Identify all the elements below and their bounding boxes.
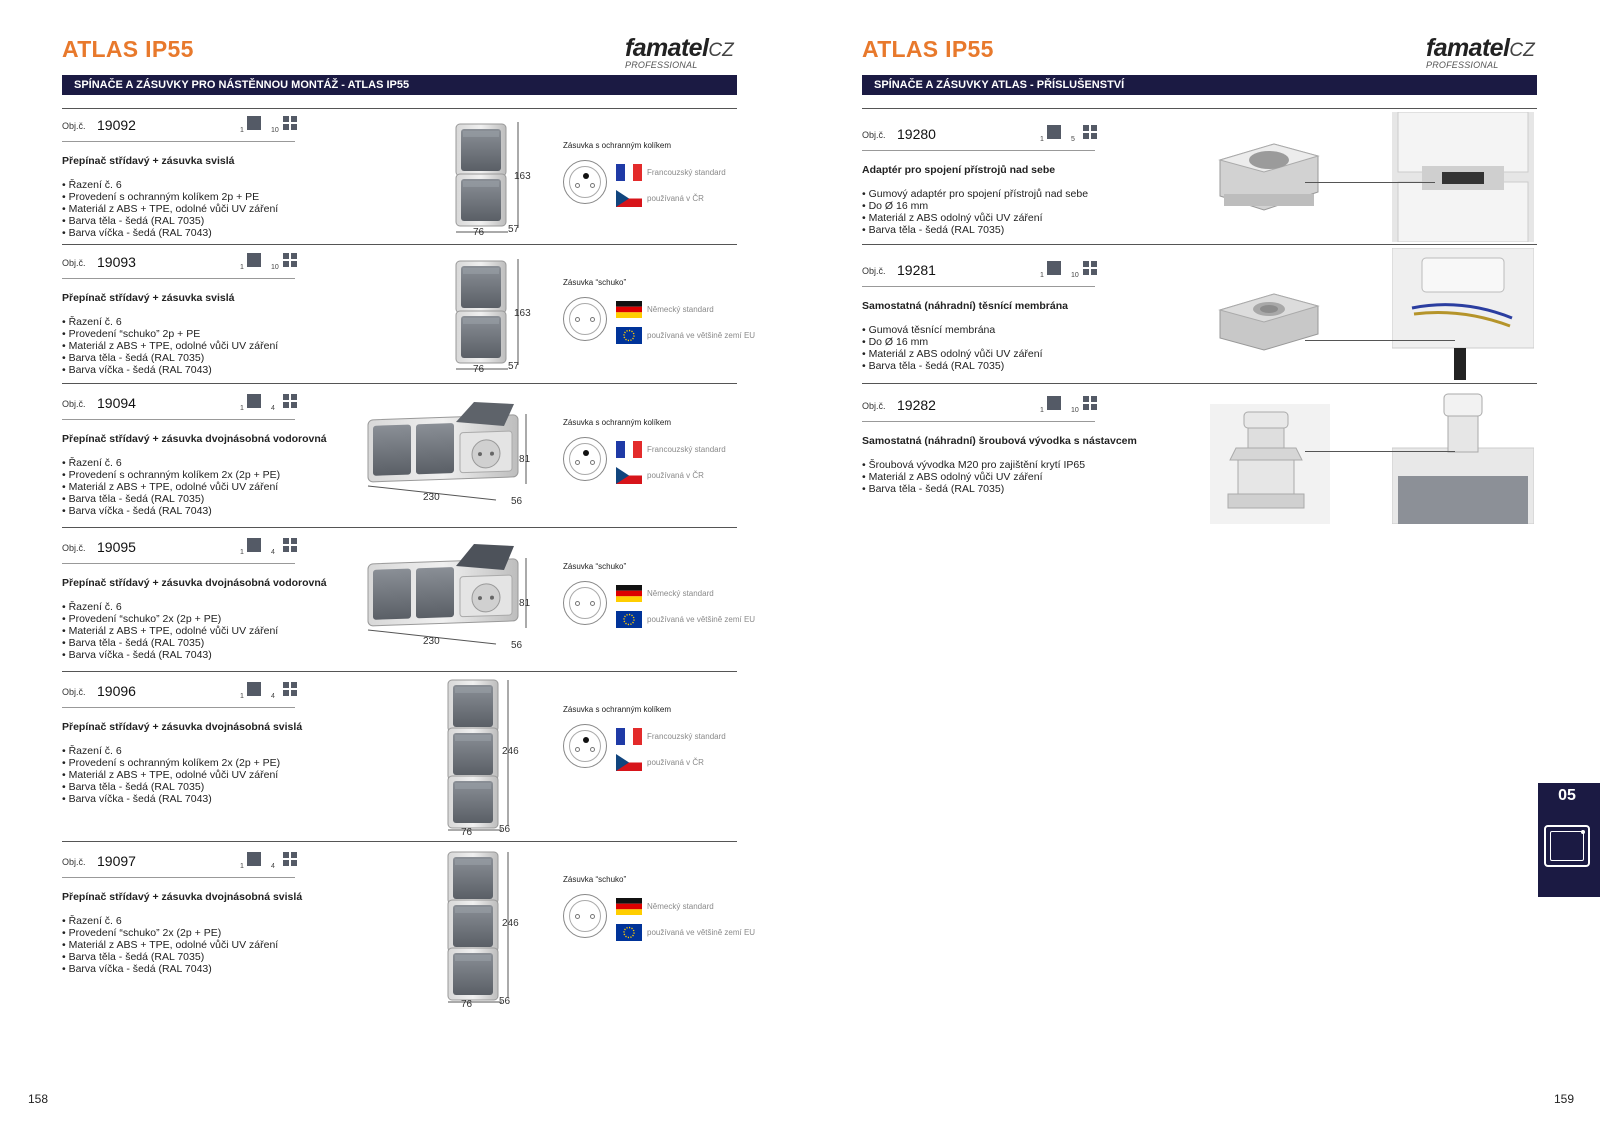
feature: • Materiál z ABS + TPE, odolné vůči UV záření [62,481,280,493]
obj-label: Obj.č. [62,399,86,409]
divider [862,108,1537,109]
feature-list [862,324,1043,372]
socket-standard: Zásuvka “schuko” Německý standard používaná ve většině zemí EU [563,562,763,657]
divider [62,841,737,842]
product-code: 19092 [97,117,136,133]
feature-list [62,457,280,517]
feature: • Řazení č. 6 [62,457,280,469]
feature: • Materiál z ABS odolný vůči UV záření [862,348,1043,360]
single-pack-icon [247,253,261,267]
leader-line [1305,340,1455,341]
dimension-height: 163 [514,308,531,319]
divider [62,563,295,564]
product-title: Adaptér pro spojení přístrojů nad sebe [862,164,1056,176]
dimension-depth: 56 [499,824,511,835]
feature: • Barva víčka - šedá (RAL 7043) [62,649,278,661]
dimension-width: 76 [461,827,473,838]
page-number: 158 [28,1092,49,1106]
right-page [800,0,1600,1131]
divider [62,527,737,528]
flag-germany-icon [616,301,642,318]
brand-logo: famatelCZ PROFESSIONAL [625,34,734,70]
obj-label: Obj.č. [62,258,86,268]
feature-list [862,188,1088,236]
dimension-height: 246 [502,918,519,929]
dimension-depth: 57 [508,224,520,235]
feature: • Barva těla - šedá (RAL 7035) [862,360,1043,372]
feature: • Barva víčka - šedá (RAL 7043) [62,227,278,239]
feature: • Provedení “schuko” 2x (2p + PE) [62,613,278,625]
obj-label: Obj.č. [62,121,86,131]
single-pack-icon [247,682,261,696]
product-code: 19095 [97,539,136,555]
dimension-depth: 56 [511,640,523,651]
multi-pack-icon [283,538,298,553]
feature: • Barva těla - šedá (RAL 7035) [62,493,280,505]
product-photo [1392,112,1534,242]
feature: • Barva víčka - šedá (RAL 7043) [62,963,278,975]
feature: • Barva víčka - šedá (RAL 7043) [62,793,280,805]
socket-icon [563,437,607,481]
dimension-height: 81 [519,598,531,609]
flag-france-icon [616,164,642,181]
feature-list [862,459,1085,495]
dimension-width: 230 [423,636,440,647]
feature: • Provedení “schuko” 2x (2p + PE) [62,927,278,939]
dimension-depth: 56 [511,496,523,507]
packaging-info: 1 5 [1040,125,1110,147]
product-title: Přepínač střídavý + zásuvka svislá [62,292,235,304]
product-code: 19094 [97,395,136,411]
feature: • Barva víčka - šedá (RAL 7043) [62,364,278,376]
socket-label: Zásuvka s ochranným kolíkem [563,141,672,150]
product-code: 19281 [897,262,936,278]
brand-logo: famatelCZ PROFESSIONAL [1426,34,1535,70]
socket-icon [563,581,607,625]
obj-label: Obj.č. [62,543,86,553]
product-code: 19096 [97,683,136,699]
flag-eu-icon [616,611,642,628]
feature: • Materiál z ABS odolný vůči UV záření [862,471,1085,483]
divider [62,877,295,878]
socket-label: Zásuvka “schuko” [563,875,627,884]
packaging-info: 1 4 [240,682,310,704]
packaging-info: 1 4 [240,538,310,560]
dimension-height: 163 [514,171,531,182]
dimension-depth: 57 [508,361,520,372]
feature: • Materiál z ABS + TPE, odolné vůči UV záření [62,939,278,951]
multi-pack-icon [1083,261,1098,276]
multi-pack-icon [283,394,298,409]
flag-czech-icon [616,754,642,771]
divider [62,671,737,672]
packaging-info: 1 10 [240,253,310,275]
page-title: ATLAS IP55 [62,36,194,62]
section-bar: SPÍNAČE A ZÁSUVKY ATLAS - PŘÍSLUŠENSTVÍ [862,75,1537,95]
socket-standard: Zásuvka s ochranným kolíkem Francouzský standard používaná v ČR [563,705,763,800]
product-title: Přepínač střídavý + zásuvka dvojnásobná vodorovná [62,577,327,589]
single-pack-icon [1047,396,1061,410]
divider [862,286,1095,287]
product-photo [1392,388,1534,524]
feature-list [62,601,278,661]
feature: • Barva těla - šedá (RAL 7035) [62,215,278,227]
packaging-info: 1 10 [1040,396,1110,418]
feature: • Řazení č. 6 [62,745,280,757]
socket-standard: Zásuvka “schuko” Německý standard používaná ve většině zemí EU [563,875,763,970]
product-code: 19097 [97,853,136,869]
product-image [1214,130,1324,225]
dimension-width: 76 [473,364,485,375]
chapter-tab[interactable] [1538,783,1600,897]
product-image [1210,404,1330,524]
feature: • Gumová těsnící membrána [862,324,1043,336]
flag-eu-icon [616,327,642,344]
obj-label: Obj.č. [862,130,886,140]
socket-icon [563,160,607,204]
divider [62,383,737,384]
feature-list [62,915,278,975]
section-bar: SPÍNAČE A ZÁSUVKY PRO NÁSTĚNNOU MONTÁŽ - ATLAS IP55 [62,75,737,95]
socket-label: Zásuvka “schuko” [563,278,627,287]
product-photo [1392,248,1534,380]
feature: • Provedení “schuko” 2p + PE [62,328,278,340]
product-title: Samostatná (náhradní) šroubová vývodka s nástavcem [862,435,1137,447]
single-pack-icon [1047,125,1061,139]
feature: • Provedení s ochranným kolíkem 2x (2p + PE) [62,469,280,481]
product-image [364,544,534,654]
socket-standard: Zásuvka s ochranným kolíkem Francouzský standard používaná v ČR [563,141,763,236]
divider [862,244,1537,245]
feature: • Materiál z ABS + TPE, odolné vůči UV záření [62,203,278,215]
dimension-width: 230 [423,492,440,503]
socket-standard: Zásuvka s ochranným kolíkem Francouzský standard používaná v ČR [563,418,763,513]
dimension-width: 76 [461,999,473,1010]
feature: • Barva těla - šedá (RAL 7035) [862,224,1088,236]
socket-label: Zásuvka s ochranným kolíkem [563,705,672,714]
single-pack-icon [1047,261,1061,275]
socket-icon [1544,825,1590,867]
dimension-depth: 56 [499,996,511,1007]
socket-label: Zásuvka s ochranným kolíkem [563,418,672,427]
flag-eu-icon [616,924,642,941]
obj-label: Obj.č. [62,857,86,867]
divider [62,108,737,109]
dimension-width: 76 [473,227,485,238]
divider [62,141,295,142]
feature: • Barva víčka - šedá (RAL 7043) [62,505,280,517]
feature: • Do Ø 16 mm [862,200,1088,212]
feature: • Barva těla - šedá (RAL 7035) [62,352,278,364]
feature: • Gumový adaptér pro spojení přístrojů nad sebe [862,188,1088,200]
multi-pack-icon [283,682,298,697]
feature: • Materiál z ABS odolný vůči UV záření [862,212,1088,224]
multi-pack-icon [283,116,298,131]
product-code: 19282 [897,397,936,413]
feature: • Barva těla - šedá (RAL 7035) [62,781,280,793]
feature: • Řazení č. 6 [62,601,278,613]
leader-line [1305,182,1435,183]
single-pack-icon [247,394,261,408]
multi-pack-icon [283,852,298,867]
socket-icon [563,894,607,938]
socket-icon [563,724,607,768]
product-image [1214,282,1324,362]
feature: • Provedení s ochranným kolíkem 2x (2p + PE) [62,757,280,769]
divider [62,707,295,708]
feature-list [62,179,278,239]
product-code: 19280 [897,126,936,142]
packaging-info: 1 10 [1040,261,1110,283]
socket-icon [563,297,607,341]
feature: • Do Ø 16 mm [862,336,1043,348]
packaging-info: 1 4 [240,394,310,416]
product-title: Přepínač střídavý + zásuvka svislá [62,155,235,167]
divider [862,421,1095,422]
multi-pack-icon [283,253,298,268]
feature: • Barva těla - šedá (RAL 7035) [62,951,278,963]
feature: • Materiál z ABS + TPE, odolné vůči UV záření [62,625,278,637]
feature: • Řazení č. 6 [62,316,278,328]
feature: • Šroubová vývodka M20 pro zajištění krytí IP65 [862,459,1085,471]
flag-germany-icon [616,898,642,915]
product-image [364,400,534,510]
divider [862,150,1095,151]
divider [62,419,295,420]
flag-france-icon [616,728,642,745]
page-title: ATLAS IP55 [862,36,994,62]
socket-standard: Zásuvka “schuko” Německý standard používaná ve většině zemí EU [563,278,763,373]
obj-label: Obj.č. [862,266,886,276]
divider [862,383,1537,384]
feature: • Řazení č. 6 [62,915,278,927]
single-pack-icon [247,852,261,866]
single-pack-icon [247,538,261,552]
flag-czech-icon [616,190,642,207]
flag-czech-icon [616,467,642,484]
packaging-info: 1 4 [240,852,310,874]
product-title: Přepínač střídavý + zásuvka dvojnásobná svislá [62,721,303,733]
packaging-info: 1 10 [240,116,310,138]
feature: • Řazení č. 6 [62,179,278,191]
page-number: 159 [1554,1092,1575,1106]
flag-france-icon [616,441,642,458]
feature: • Provedení s ochranným kolíkem 2p + PE [62,191,278,203]
feature: • Barva těla - šedá (RAL 7035) [62,637,278,649]
socket-label: Zásuvka “schuko” [563,562,627,571]
flag-germany-icon [616,585,642,602]
feature-list [62,316,278,376]
chapter-number: 05 [1558,787,1576,804]
feature-list [62,745,280,805]
single-pack-icon [247,116,261,130]
obj-label: Obj.č. [862,401,886,411]
divider [62,278,295,279]
feature: • Barva těla - šedá (RAL 7035) [862,483,1085,495]
leader-line [1305,451,1455,452]
product-title: Samostatná (náhradní) těsnící membrána [862,300,1068,312]
dimension-height: 81 [519,454,531,465]
divider [62,244,737,245]
product-title: Přepínač střídavý + zásuvka dvojnásobná svislá [62,891,303,903]
feature: • Materiál z ABS + TPE, odolné vůči UV záření [62,340,278,352]
product-title: Přepínač střídavý + zásuvka dvojnásobná vodorovná [62,433,327,445]
obj-label: Obj.č. [62,687,86,697]
feature: • Materiál z ABS + TPE, odolné vůči UV záření [62,769,280,781]
product-code: 19093 [97,254,136,270]
dimension-height: 246 [502,746,519,757]
multi-pack-icon [1083,125,1098,140]
multi-pack-icon [1083,396,1098,411]
